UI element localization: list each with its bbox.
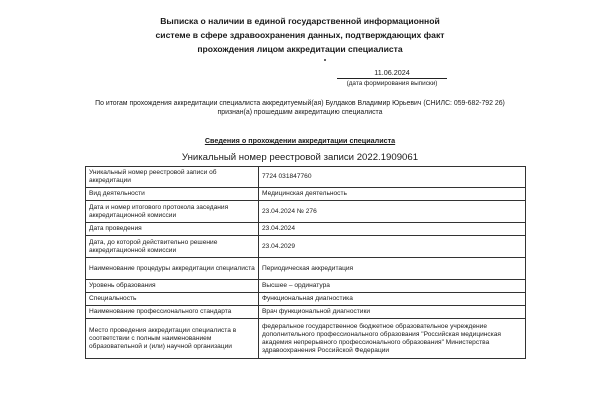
row-label: Дата проведения (86, 223, 259, 236)
row-value: Высшее – ординатура (259, 280, 526, 293)
row-label: Место проведения аккредитации специалиста в соответствии с полным наименованием образовательной и (или) научной организации (86, 319, 259, 359)
row-value: Врач функциональной диагностики (259, 306, 526, 319)
date-value: 11.06.2024 (374, 68, 410, 77)
table-row (86, 319, 526, 359)
table-row (86, 188, 526, 201)
row-label: Дата и номер итогового протокола заседания аккредитационной комиссии (86, 201, 259, 223)
section-title: Сведения о прохождении аккредитации специалиста (204, 136, 396, 145)
row-label: Наименование профессионального стандарта (86, 306, 259, 319)
intro-line: По итогам прохождения аккредитации специалиста аккредитуемый(ая) Булдаков Владимир Юрьевич (СНИЛС: 059-682-792 26) (95, 100, 505, 107)
intro-paragraph (74, 99, 526, 117)
row-label: Уникальный номер реестровой записи об аккредитации (86, 167, 259, 188)
title-line: прохождения лицом аккредитации специалиста (197, 44, 403, 54)
row-value: Функциональная диагностика (259, 293, 526, 306)
accreditation-table (85, 166, 526, 359)
table-row (86, 280, 526, 293)
table-row (86, 223, 526, 236)
title-line: Выписка о наличии в единой государственной информационной (160, 16, 440, 26)
row-value: Периодическая аккредитация (259, 258, 526, 280)
row-value: Медицинская деятельность (259, 188, 526, 201)
table-row (86, 306, 526, 319)
row-label: Специальность (86, 293, 259, 306)
row-label: Наименование процедуры аккредитации специалиста (86, 258, 259, 280)
row-value: 23.04.2024 № 276 (259, 201, 526, 223)
row-label: Дата, до которой действительно решение аккредитационной комиссии (86, 236, 259, 258)
table-row (86, 293, 526, 306)
row-value: 23.04.2029 (259, 236, 526, 258)
table-row (86, 201, 526, 223)
table-row (86, 236, 526, 258)
row-value: 7724 031847760 (259, 167, 526, 188)
row-label: Уровень образования (86, 280, 259, 293)
formation-date (337, 68, 447, 88)
document-title (90, 14, 510, 56)
registry-number-title: Уникальный номер реестровой записи 2022.1909061 (181, 152, 419, 163)
date-underline (337, 78, 447, 79)
date-caption: (дата формирования выписки) (346, 80, 438, 87)
intro-line: признан(а) прошедшим аккредитацию специалиста (217, 109, 383, 116)
row-value: 23.04.2024 (259, 223, 526, 236)
row-value: федеральное государственное бюджетное образовательное учреждение дополнительного профессионального образования "Российская медицинская академия непрерывного профессионального образования" Министерства здравоохранения Российской Федерации (259, 319, 526, 359)
table-row (86, 258, 526, 280)
title-line: системе в сфере здравоохранения данных, подтверждающих факт (155, 30, 445, 40)
scan-dot (324, 59, 326, 61)
row-label: Вид деятельности (86, 188, 259, 201)
table-row (86, 167, 526, 188)
